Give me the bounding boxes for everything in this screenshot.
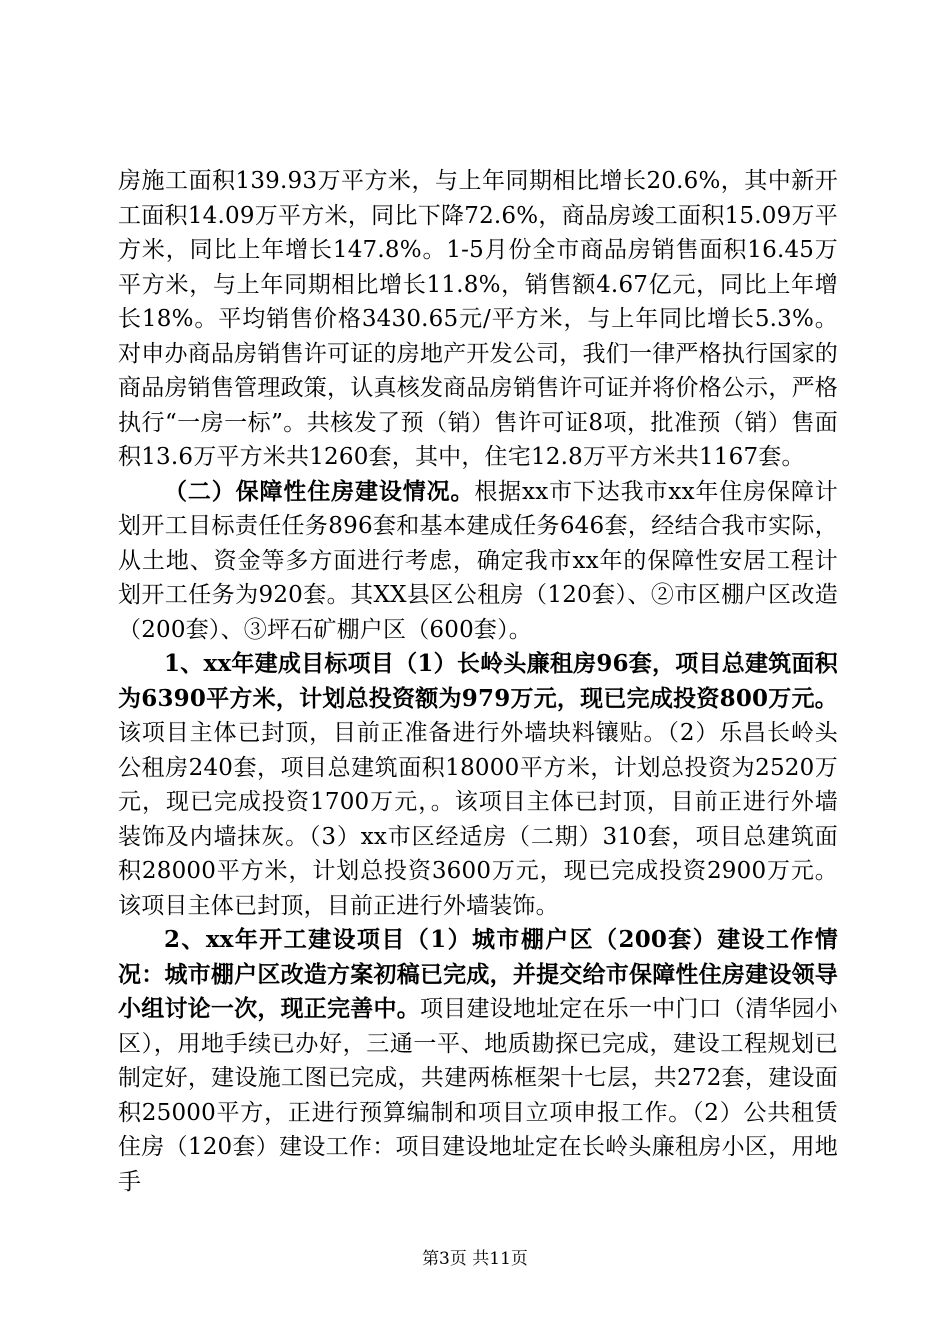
- section-heading: （二）保障性住房建设情况。: [164, 477, 475, 505]
- body-text: [118, 164, 838, 1199]
- item-heading: 1、xx年建成目标项目（1）长岭头廉租房96套，项目总建筑面积为6390平方米，计划总投资额为979万元，现已完成投资800万元。: [118, 650, 838, 712]
- page-number-footer: 第3页 共11页: [422, 1249, 528, 1269]
- paragraph-text: 该项目主体已封顶，目前正准备进行外墙块料镶贴。（2）乐昌长岭头公租房240套，项目总建筑面积18000平方米，计划总投资为2520万元，现已完成投资1700万元，。该项目主体已封顶，目前正进行外墙装饰及内墙抹灰。（3）xx市区经适房（二期）310套，项目总建筑面积28000平方米，计划总投资3600万元，现已完成投资2900万元。该项目主体已封顶，目前正进行外墙装饰。: [118, 720, 838, 919]
- paragraph-text: 根据xx市下达我市xx年住房保障计划开工目标责任任务896套和基本建成任务646套，经结合我市实际，从土地、资金等多方面进行考虑，确定我市xx年的保障性安居工程计划开工任务为920套。其XX县区公租房（120套）、②市区棚户区改造（200套）、③坪石矿棚户区（600套）。: [118, 478, 838, 643]
- paragraph-new-projects: [118, 923, 838, 1199]
- paragraph-text: 房施工面积139.93万平方米，与上年同期相比增长20.6%，其中新开工面积14.09万平方米，同比下降72.6%，商品房竣工面积15.09万平方米，同比上年增长147.8%。1-5月份全市商品房销售面积16.45万平方米，与上年同期相比增长11.8%，销售额4.67亿元，同比上年增长18%。平均销售价格3430.65元/平方米，与上年同比增长5.3%。对申办商品房销售许可证的房地产开发公司，我们一律严格执行国家的商品房销售管理政策，认真核发商品房销售许可证并将价格公示，严格执行“一房一标”。共核发了预（销）售许可证8项，批准预（销）售面积13.6万平方米共1260套，其中，住宅12.8万平方米共1167套。: [118, 168, 838, 470]
- paragraph-completed-projects: [118, 647, 838, 923]
- item-heading: 2、xx年开工建设项目（1）城市棚户区（200套）建设工作情况：城市棚户区改造方案初稿已完成，并提交给市保障性住房建设领导小组讨论一次，现正完善中。: [118, 926, 838, 1022]
- paragraph-text: 项目建设地址定在乐一中门口（清华园小区），用地手续已办好，三通一平、地质勘探已完成，建设工程规划已制定好，建设施工图已完成，共建两栋框架十七层，共272套，建设面积25000平方，正进行预算编制和项目立项申报工作。（2）公共租赁住房（120套）建设工作：项目建设地址定在长岭头廉租房小区，用地手: [118, 996, 838, 1195]
- paragraph-sales-data: [118, 164, 838, 475]
- paragraph-affordable-housing: [118, 475, 838, 648]
